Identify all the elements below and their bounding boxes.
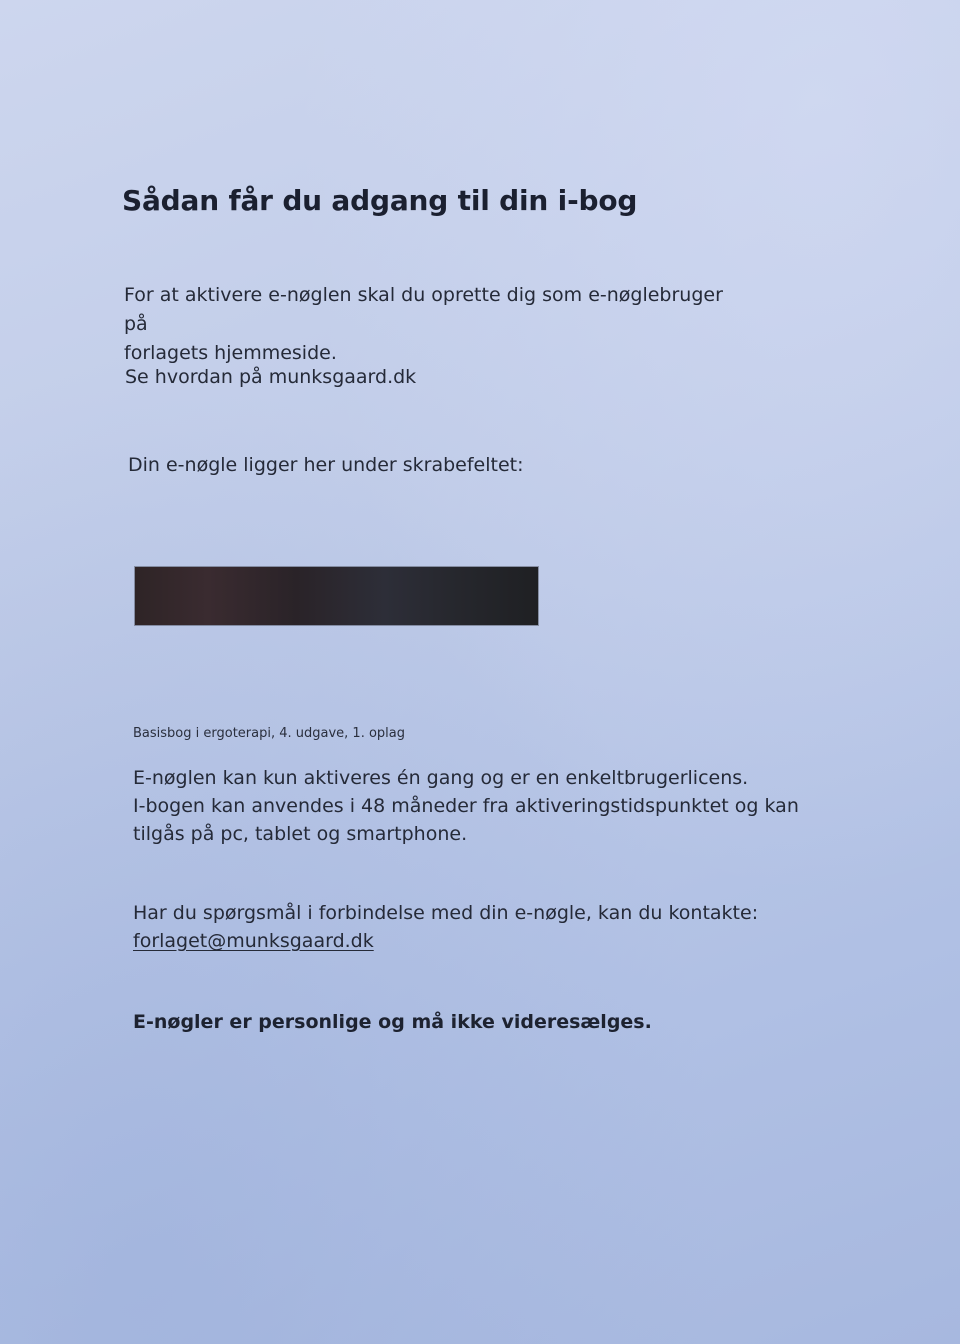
warning-text: E-nøgler er personlige og må ikke videresælges. <box>133 1011 652 1033</box>
intro-paragraph <box>124 281 744 368</box>
contact-line: Har du spørgsmål i forbindelse med din e-nøgle, kan du kontakte: <box>133 902 759 924</box>
intro-line-1: For at aktivere e-nøglen skal du oprette dig som e-nøglebruger på <box>124 284 723 335</box>
key-location-text: Din e-nøgle ligger her under skrabefeltet: <box>128 454 524 476</box>
contact-email-link[interactable]: forlaget@munksgaard.dk <box>133 930 374 952</box>
license-line-2: I-bogen kan anvendes i 48 måneder fra aktiveringstidspunktet og kan <box>133 795 799 817</box>
contact-paragraph <box>133 899 758 955</box>
howto-text: Se hvordan på munksgaard.dk <box>125 366 417 388</box>
license-line-1: E-nøglen kan kun aktiveres én gang og er en enkeltbrugerlicens. <box>133 767 749 789</box>
page-title: Sådan får du adgang til din i-bog <box>122 184 638 217</box>
intro-line-2: forlagets hjemmeside. <box>124 342 337 364</box>
license-paragraph <box>133 764 799 848</box>
license-line-3: tilgås på pc, tablet og smartphone. <box>133 823 468 845</box>
scratch-field[interactable] <box>135 567 538 625</box>
book-info: Basisbog i ergoterapi, 4. udgave, 1. oplag <box>133 726 406 741</box>
